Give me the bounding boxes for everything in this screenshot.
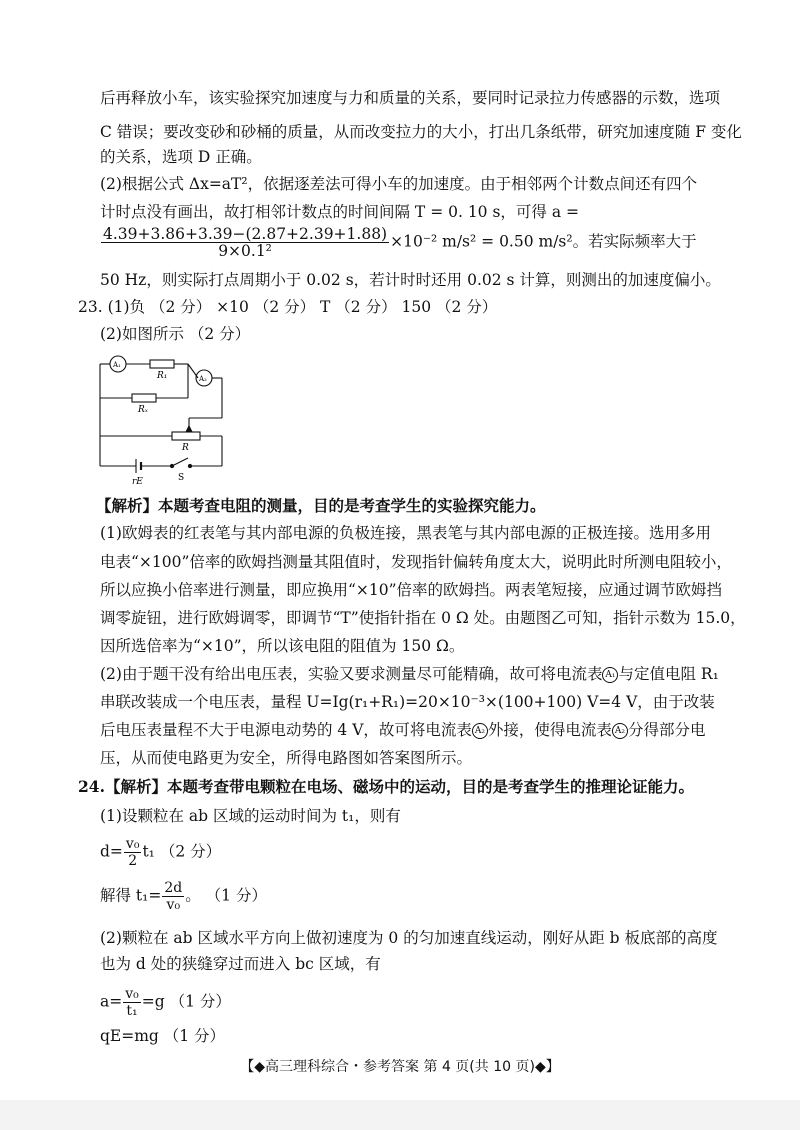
label-s: S	[178, 473, 185, 483]
text-segment: 与定值电阻 R₁	[618, 665, 719, 683]
text-line: 电表“×100”倍率的欧姆挡测量其阻值时，发现指针偏转角度太大，说明此时所测电阻较小，	[100, 553, 732, 571]
analysis-heading: 24.【解析】本题考查带电颗粒在电场、磁场中的运动，目的是考查学生的推理论证能力。	[78, 777, 694, 796]
eq-lhs: d=	[100, 842, 123, 861]
fraction-numerator: 2d	[164, 880, 183, 896]
page-footer: 【◆高三理科综合・参考答案 第 4 页(共 10 页)◆】	[240, 1059, 560, 1075]
resistor-rx-icon	[132, 394, 156, 402]
ammeter-a1-label: A₁	[113, 361, 121, 369]
circuit-diagram	[94, 348, 234, 488]
ammeter-a2-icon: A₂	[612, 723, 628, 739]
text-line: 计时点没有画出，故打相邻计数点的时间间隔 T = 0. 10 s，可得 a =	[100, 203, 580, 221]
fraction-numerator: v₀	[125, 836, 140, 852]
text-segment: 外接，使得电流表	[487, 721, 612, 739]
eq-rest: 。 （1 分）	[185, 886, 267, 905]
text-line	[100, 664, 719, 684]
label-rx: Rₓ	[138, 405, 148, 415]
fraction-numerator: v₀	[125, 986, 139, 1002]
text-line: 串联改装成一个电压表，量程 U=Ig(r₁+R₁)=20×10⁻³×(100+100) V=4 V，由于改装	[100, 693, 715, 711]
eq-rest: =g （1 分）	[141, 992, 231, 1011]
eq-rest: t₁ （2 分）	[142, 842, 222, 861]
text-line: (2)如图所示 （2 分）	[100, 325, 251, 343]
equation	[100, 986, 231, 1019]
fraction-denominator: 2	[128, 853, 138, 869]
equation	[100, 836, 221, 869]
fraction-denominator: v₀	[166, 897, 181, 913]
fraction-denominator: 9×0.1²	[218, 242, 272, 260]
rheostat-r-icon	[172, 432, 200, 440]
equation: qE=mg （1 分）	[100, 1027, 226, 1045]
text-segment: (2)由于题干没有给出电压表，实验又要求测量尽可能精确，故可将电流表	[100, 665, 603, 683]
text-line: 50 Hz，则实际打点周期小于 0.02 s，若计时时还用 0.02 s 计算，则测出的加速度偏小。	[100, 271, 721, 289]
text-line: 压，从而使电路更为安全，所得电路图如答案图所示。	[100, 749, 473, 767]
eq-lhs: 解得 t₁=	[100, 886, 162, 905]
text-segment: 后电压表量程不大于电源电动势的 4 V，故可将电流表	[100, 721, 472, 739]
text-line: 所以应换小倍率进行测量，即应换用“×10”倍率的欧姆挡。两表笔短接，应通过调节欧姆挡	[100, 581, 723, 599]
text-segment: 分得部分电	[627, 721, 706, 739]
equation	[100, 880, 267, 913]
text-line: 也为 d 处的狭缝穿过而进入 bc 区域，有	[100, 955, 381, 973]
analysis-heading: 【解析】本题考查电阻的测量，目的是考查学生的实验探究能力。	[96, 496, 546, 515]
text-line: (2)根据公式 Δx=aT²，依据逐差法可得小车的加速度。由于相邻两个计数点间还有四个	[100, 175, 698, 193]
text-line: (1)欧姆表的红表笔与其内部电源的负极连接，黑表笔与其内部电源的正极连接。选用多用	[100, 524, 711, 542]
text-line: 后再释放小车，该实验探究加速度与力和质量的关系，要同时记录拉力传感器的示数，选项	[100, 89, 721, 107]
ammeter-a2-icon: A₂	[472, 723, 488, 739]
ammeter-a1-icon: A₁	[602, 667, 618, 683]
label-r1: R₁	[157, 371, 168, 381]
text-line: 的关系，选项 D 正确。	[100, 148, 262, 166]
text-line: C 错误；要改变砂和砂桶的质量，从而改变拉力的大小，打出几条纸带，研究加速度随 F 变化	[100, 123, 742, 141]
label-re: rE	[132, 477, 143, 487]
fraction-denominator: t₁	[126, 1003, 138, 1019]
page-bottom-band	[0, 1100, 800, 1130]
resistor-r1-icon	[150, 360, 174, 368]
text-line	[100, 720, 705, 740]
ammeter-a2-label: A₂	[199, 375, 207, 383]
question-23-answer: 23. (1)负 （2 分） ×10 （2 分） T （2 分） 150 （2 分）	[78, 298, 498, 316]
text-line: (1)设颗粒在 ab 区域的运动时间为 t₁，则有	[100, 807, 401, 825]
label-r: R	[182, 443, 189, 453]
formula-acceleration	[100, 226, 697, 259]
text-line: (2)颗粒在 ab 区域水平方向上做初速度为 0 的匀加速直线运动，刚好从距 b 板底部的高度	[100, 929, 718, 947]
text-line: 因所选倍率为“×10”，所以该电阻的阻值为 150 Ω。	[100, 637, 465, 655]
formula-rest: ×10⁻² m/s² = 0.50 m/s²。若实际频率大于	[390, 232, 697, 251]
eq-lhs: a=	[100, 992, 123, 1011]
fraction-numerator: 4.39+3.86+3.39−(2.87+2.39+1.88)	[103, 225, 388, 243]
text-line: 调零旋钮，进行欧姆调零，即调节“T”使指针指在 0 Ω 处。由题图乙可知，指针示数为 15.0，	[100, 609, 746, 627]
